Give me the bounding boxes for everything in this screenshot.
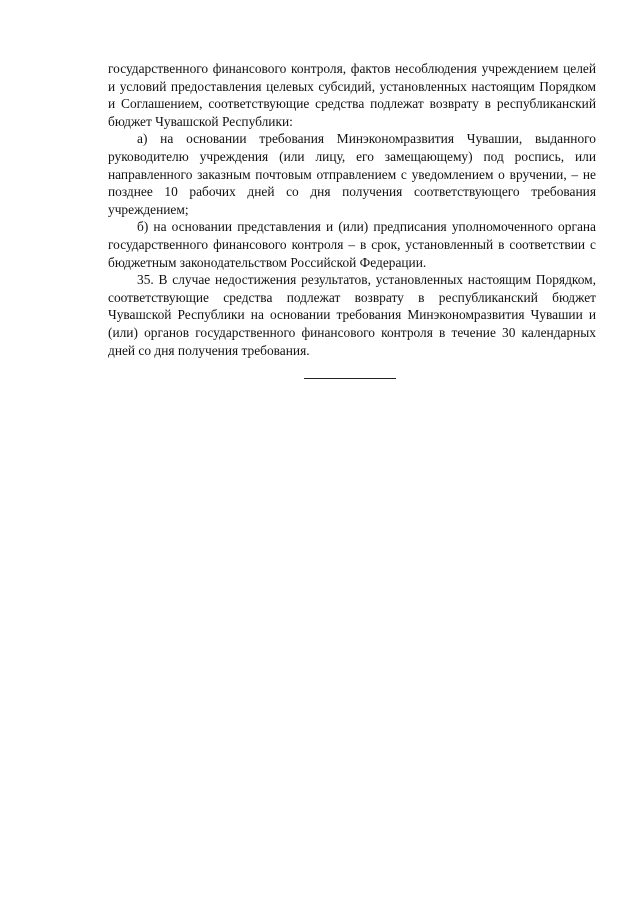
paragraph-item-b: б) на основании представления и (или) предписания уполномоченного органа государственного финансового контроля – в срок, установленный в соответствии с бюджетным законодательством Российской Федерации. — [108, 219, 596, 270]
paragraph-clause-35: 35. В случае недостижения результатов, установленных настоящим Порядком, соответствующие средства подлежат возврату в республиканский бюджет Чувашской Республики на основании требования Минэкономразвития Чувашии и (или) органов государственного финансового контроля в течение 30 календарных дней со дня получения требования. — [108, 272, 596, 358]
paragraph-continuation: государственного финансового контроля, фактов несоблюдения учреждением целей и условий предоставления целевых субсидий, установленных настоящим Порядком и Соглашением, соответствующие средства подлежат возврату в республиканский бюджет Чувашской Республики: — [108, 61, 596, 129]
end-of-document-rule — [304, 378, 396, 379]
document-body — [108, 60, 596, 359]
paragraph-item-a: а) на основании требования Минэкономразвития Чувашии, выданного руководителю учреждения (или лицу, его замещающему) под роспись, или направленного заказным почтовым отправлением с уведомлением о вручении, – не позднее 10 рабочих дней со дня получения соответствующего требования учреждением; — [108, 131, 596, 217]
